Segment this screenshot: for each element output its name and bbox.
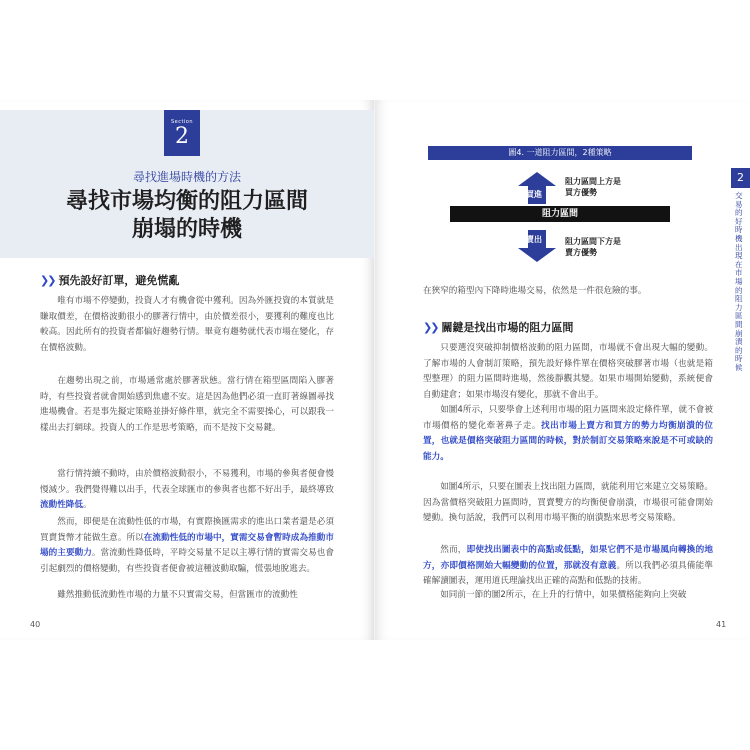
- chapter-tab: 2: [731, 168, 750, 188]
- heading-find-resistance: [423, 319, 573, 335]
- paragraph: 如同前一節的圖2所示，在上升的行情中，如果價格能夠向上突破: [440, 590, 687, 600]
- chapter-tab-title: 交易的好時機出現在市場的阻力區間崩潰的時候: [735, 191, 743, 372]
- text: 買方優勢: [565, 188, 597, 197]
- text: 然而，即便是在流動性低的市場，有實際換匯需求的進出口業者還是必須買賣貨幣才能做生意。所以: [40, 517, 334, 543]
- figure-caption: 圖4. 一道阻力區間，2種策略: [428, 146, 692, 160]
- paragraph: 在趨勢出現之前，市場通常處於膠著狀態。當行情在箱型區間陷入膠著時，有些投資者就會開始感到焦慮不安。這是因為他們必須一直盯著線圖尋找進場機會。若是事先擬定策略並掛好條件單，就完全不需要操心，可以跟我一樣出去打網球。投資人的工作是思考策略，而不是按下交易鍵。: [40, 376, 334, 433]
- section-number: 2: [175, 124, 189, 149]
- text: 然而，: [440, 545, 467, 555]
- highlight-text: 找出市場上賣方和買方的勢力均衡崩潰的位置，也就是價格突破阻力區間的時候，對於制訂交易策略來說是不可或缺的能力。: [423, 420, 713, 462]
- below-zone-text: [565, 236, 621, 258]
- paragraph: 在狹窄的箱型內下降時進場交易，依然是一件很危險的事。: [423, 286, 647, 296]
- section-title: [0, 188, 374, 244]
- chevron-right-icon: ❯❯: [40, 274, 55, 287]
- page-number: 41: [716, 620, 727, 629]
- text: 當行情持續不動時，由於價格波動很小，不易獲利，市場的參與者便會慢慢減少。我們覺得難以出手，代表全球匯市的參與者也都不好出手，最終導致: [40, 469, 334, 495]
- text: 如圖4所示，只要學會上述利用市場的阻力區間來設定條件單，就不會被市場價格的變化牽著鼻子走。: [423, 405, 713, 431]
- paragraph: [423, 543, 713, 590]
- title-line-2: 崩塌的時機: [131, 217, 242, 242]
- paragraph: [40, 467, 334, 514]
- highlight-text: 在流動性低的市場中，實需交易會暫時成為推動市場的主要動力: [40, 532, 334, 559]
- section-header: [0, 110, 374, 258]
- book-spread: [0, 100, 750, 640]
- paragraph: [40, 515, 334, 577]
- paragraph: [423, 403, 713, 465]
- title-line-1: 尋找市場均衡的阻力區間: [65, 189, 308, 214]
- above-zone-text: [565, 176, 621, 198]
- sell-label: 賣出: [526, 235, 542, 244]
- highlight-text: 即使找出圖表中的高點或低點，如果它們不是市場風向轉換的地方，亦即價格開始大幅變動的位置，那就沒有意義: [423, 545, 713, 571]
- heading-preset-orders: [40, 272, 179, 288]
- section-badge: [164, 110, 200, 156]
- highlight-text: 流動性降低: [40, 500, 83, 511]
- paragraph: 只要選沒突破抑制價格波動的阻力區間，市場就不會出現大幅的變動。了解市場的人會制訂策略，預先設好條件單在價格突破膠著市場（也就是箱型整理）的阻力區間時進場，然後靜觀其變。如果市場開始變動，系統便會自動建倉；如果市場沒有變化，那就不會出手。: [423, 343, 713, 400]
- paragraph: 如圖4所示，只要在圖表上找出阻力區間，就能利用它來建立交易策略。因為當價格突破阻力區間時，買賣雙方的均衡便會崩潰，市場很可能會開始變動。換句話說，我們可以利用市場平衡的崩潰點來思考交易策略。: [423, 482, 713, 524]
- chevron-right-icon: ❯❯: [423, 321, 438, 334]
- text: 。: [82, 500, 92, 511]
- paragraph: 雖然推動低流動性市場的力量不只實需交易，但當匯市的流動性: [57, 590, 298, 600]
- buy-label: 買進: [526, 190, 542, 199]
- text: 阻力區間下方是: [565, 237, 621, 246]
- text: 阻力區間上方是: [565, 177, 621, 186]
- paragraph: 唯有市場不停變動，投資人才有機會從中獲利。因為外匯投資的本質就是賺取價差，在價格波動很小的膠著行情中，由於價差很小，要獲利的難度也比較高。因此所有的投資者都偏好趨勢行情。畢竟有趨勢就代表市場在變化，存在價格波動。: [40, 296, 334, 353]
- heading-text: 關鍵是找出市場的阻力區間: [441, 321, 574, 334]
- text: 。所以我們必須具備能準確解讀圖表，運用道氏理論找出正確的高點和低點的技術。: [423, 560, 713, 587]
- page-number: 40: [30, 620, 41, 629]
- text: 賣方優勢: [565, 248, 597, 257]
- section-word: Section: [170, 119, 194, 125]
- right-page: [375, 100, 750, 640]
- text: 。當流動性降低時，平時交易量不足以主導行情的實需交易也會引起劇烈的價格變動，有些投資者便會被這種波動取騙，慌張地脫逃去。: [40, 548, 334, 574]
- heading-text: 預先設好訂單，避免慌亂: [58, 274, 180, 287]
- section-subtitle: 尋找進場時機的方法: [132, 170, 241, 184]
- left-page: [0, 100, 374, 640]
- resistance-zone-bar: 阻力區間: [450, 206, 670, 222]
